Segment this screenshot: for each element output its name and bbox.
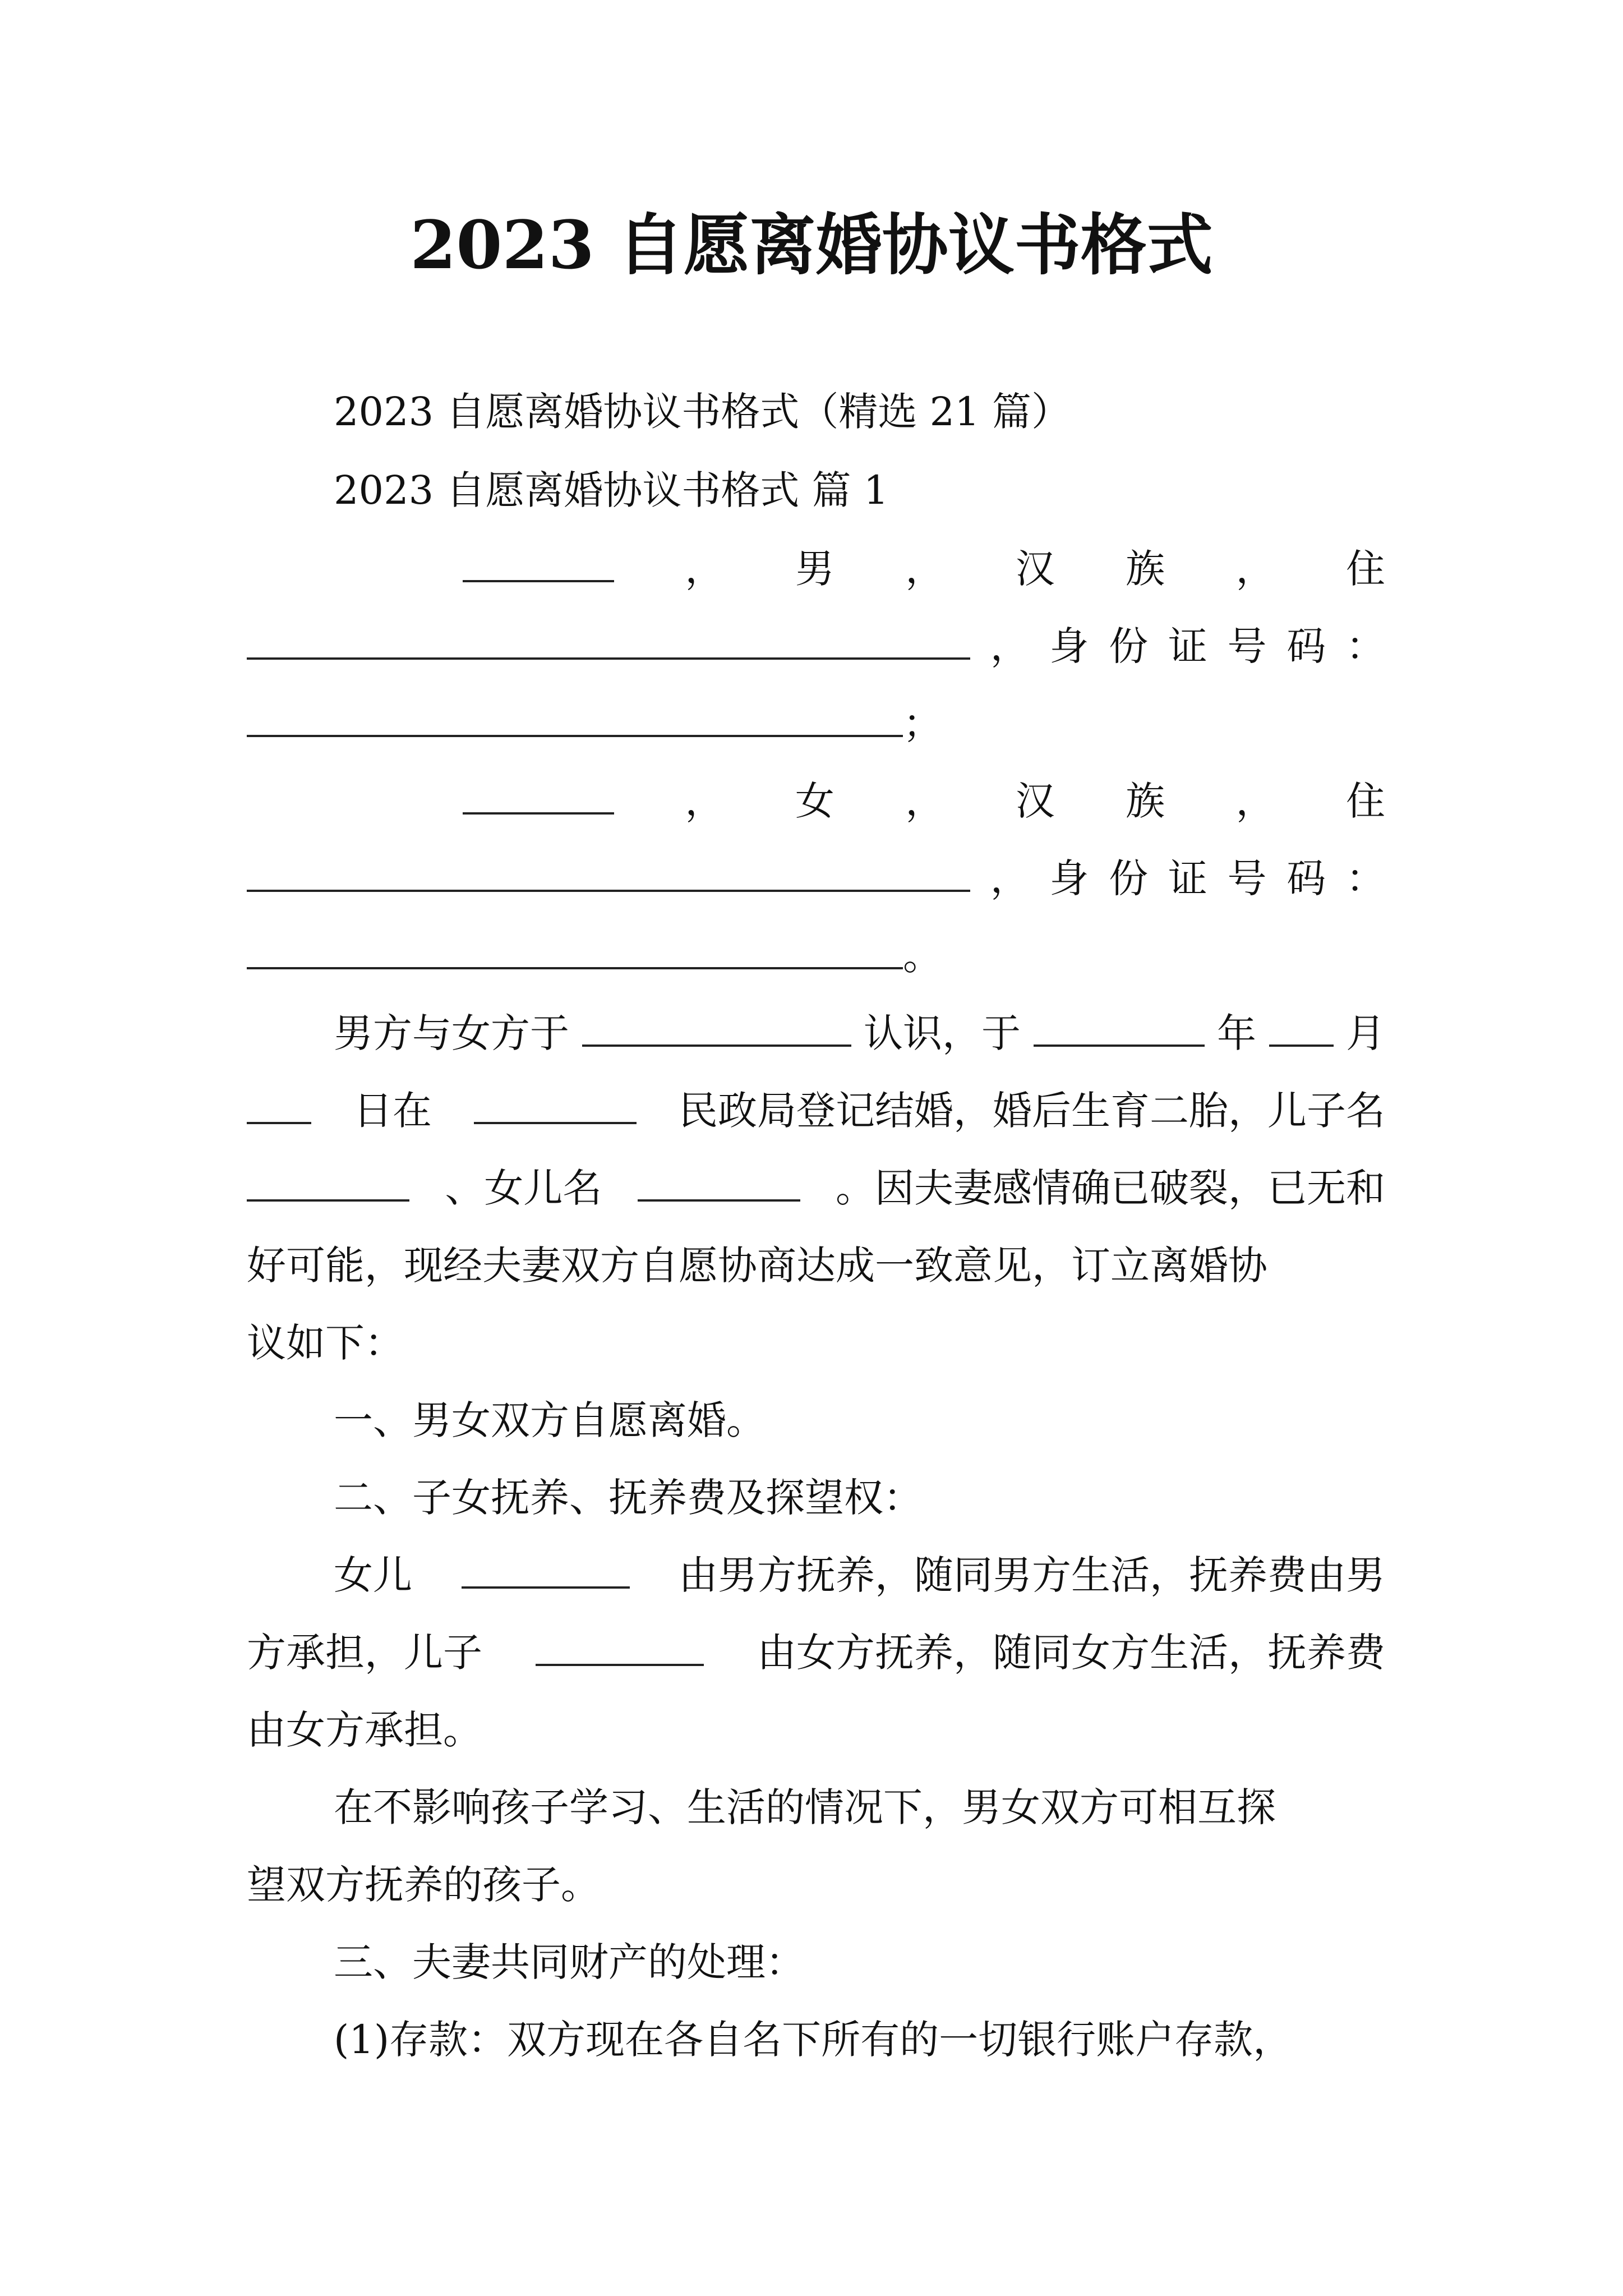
id-label-char: 身 [1049,623,1089,669]
document-subtitle: 2023 自愿离婚协议书格式（精选 21 篇） [334,389,1071,435]
day-blank [247,1091,311,1124]
id-label-char: 证 [1168,623,1207,669]
punct: ， [990,855,1030,901]
punct: ， [685,778,725,824]
ethnic: 汉 [1015,546,1055,592]
address-blank [247,626,970,660]
year-blank [1034,1013,1205,1047]
punct: ， [990,623,1030,669]
text: 方承担，儿子 [247,1630,482,1676]
item-2: 二、子女抚养、抚养费及探望权： [334,1475,923,1521]
male-party-line-3 [247,701,1385,746]
para2-line-1 [334,1553,1385,1598]
para2-line-2 [247,1630,1385,1675]
text: 由男方抚养，随同男方生活，抚养费由男 [679,1552,1385,1598]
item-1: 一、男女双方自愿离婚。 [334,1397,766,1443]
id-label-char: 码 [1287,855,1326,901]
id-label-char: 份 [1109,855,1149,901]
punct: 。 [903,933,942,979]
male-party-line-2 [247,624,1385,669]
female-party-line-2 [247,856,1385,901]
punct: ， [1235,778,1275,824]
item-3-1: (1)存款：双方现在各自名下所有的一切银行账户存款， [334,2017,1293,2063]
id-label-char: ： [1345,623,1385,669]
item-3: 三、夫妻共同财产的处理： [334,1939,805,1985]
month-blank [1269,1013,1334,1047]
daughter-name-blank [638,1168,800,1202]
text: 民政局登记结婚，婚后生育二胎，儿子名 [679,1088,1385,1134]
text: 年 [1217,1010,1256,1056]
female-party-line-1 [463,779,1385,823]
punct: ， [905,546,945,592]
daughter-blank [462,1555,630,1589]
punct: ； [903,701,942,747]
son-name-blank [247,1168,409,1202]
id-label-char: 码 [1287,623,1326,669]
female-party-line-3 [247,933,1385,978]
name-blank [463,549,614,582]
text: 认识，于 [864,1010,1021,1056]
gender: 女 [795,778,834,824]
document-title: 2023 自愿离婚协议书格式 [410,206,1213,284]
id-label-char: 份 [1109,623,1149,669]
text: 由女方抚养，随同女方生活，抚养费 [757,1630,1385,1676]
residence-label: 住 [1345,778,1385,824]
para3-line-2: 望双方抚养的孩子。 [247,1862,600,1908]
ethnic: 汉 [1015,778,1055,824]
id-label-char: 身 [1049,855,1089,901]
para3-line-1: 在不影响孩子学习、生活的情况下，男女双方可相互探 [334,1784,1276,1830]
text: 。因夫妻感情确已破裂，已无和 [835,1165,1385,1211]
text: 月 [1346,1010,1385,1056]
gender: 男 [795,546,834,592]
id-label-char: 号 [1227,855,1267,901]
bureau-blank [474,1091,637,1124]
date-blank [582,1013,851,1047]
residence-label: 住 [1345,546,1385,592]
name-blank [463,781,614,815]
punct: ， [905,778,945,824]
id-blank [247,703,903,737]
son-blank [536,1632,704,1666]
punct: ， [1235,546,1275,592]
male-party-line-1 [463,546,1385,591]
ethnic: 族 [1126,546,1165,592]
para2-line-3: 由女方承担。 [247,1707,482,1753]
ethnic: 族 [1126,778,1165,824]
para1-line-4: 好可能，现经夫妻双方自愿协商达成一致意见，订立离婚协 [247,1243,1267,1289]
id-label-char: ： [1345,855,1385,901]
para1-line-2 [247,1088,1385,1133]
para1-line-5: 议如下： [247,1320,404,1366]
id-label-char: 证 [1168,855,1207,901]
text: 女儿 [334,1552,412,1598]
address-blank [247,858,970,892]
text: 、女儿名 [445,1165,602,1211]
id-blank [247,936,903,969]
text: 日在 [353,1088,432,1134]
text: 男方与女方于 [334,1010,569,1056]
id-label-char: 号 [1227,623,1267,669]
section-heading: 2023 自愿离婚协议书格式 篇 1 [334,467,889,513]
para1-line-1 [334,1011,1385,1056]
para1-line-3 [247,1166,1385,1211]
punct: ， [685,546,725,592]
